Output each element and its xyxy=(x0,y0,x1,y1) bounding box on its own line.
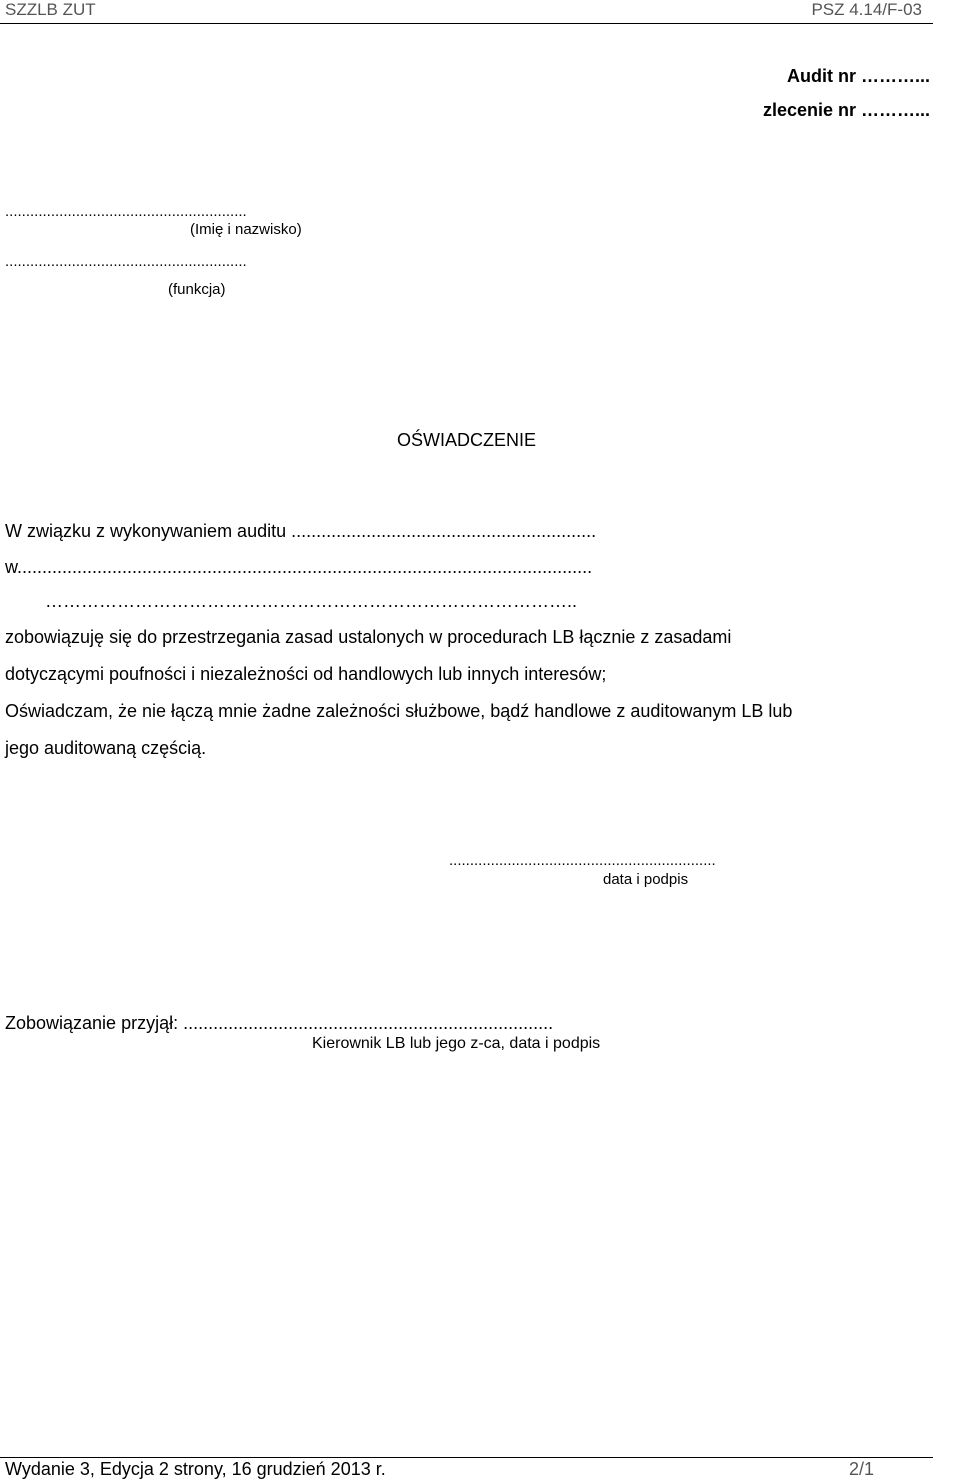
declaration-line-place: w................................................................................................................... xyxy=(5,557,593,577)
function-field-label: (funkcja) xyxy=(168,281,226,298)
signature-field-label: data i podpis xyxy=(603,871,689,888)
declaration-line-statement: Oświadczam, że nie łączą mnie żadne zależności służbowe, bądź handlowe z auditowanym LB lub xyxy=(5,701,793,721)
audit-number: Audit nr ………... xyxy=(787,66,930,86)
function-field-line: .......................................................... xyxy=(5,253,247,270)
declaration-title: OŚWIADCZENIE xyxy=(396,430,536,450)
order-number: zlecenie nr ………... xyxy=(762,100,930,120)
header-document-code: SZZLB ZUT xyxy=(5,0,96,19)
declaration-line-blank: …………………………………………………………………………….. xyxy=(45,591,578,611)
declaration-line-statement-end: jego auditowaną częścią. xyxy=(5,738,207,758)
declaration-line-confidentiality: dotyczącymi poufności i niezależności od handlowych lub innych interesów; xyxy=(5,664,607,684)
header-form-number: PSZ 4.14/F-03 xyxy=(811,0,922,19)
footer-edition: Wydanie 3, Edycja 2 strony, 16 grudzień 2013 r. xyxy=(5,1459,386,1479)
signature-field-line: ................................................................ xyxy=(449,852,716,869)
footer-divider xyxy=(0,1457,933,1458)
name-field-label: (Imię i nazwisko) xyxy=(190,221,302,238)
acceptance-line: Zobowiązanie przyjął: .......................................................................... xyxy=(5,1013,554,1033)
name-field-line: .......................................................... xyxy=(5,203,247,220)
declaration-line-commitment: zobowiązuję się do przestrzegania zasad ustalonych w procedurach LB łącznie z zasadami xyxy=(5,627,732,647)
header-divider xyxy=(0,23,933,24)
footer-page-number: 2/1 xyxy=(849,1459,875,1479)
declaration-line-audit: W związku z wykonywaniem auditu ............................................................. xyxy=(5,521,597,541)
acceptance-label: Kierownik LB lub jego z-ca, data i podpis xyxy=(312,1035,601,1052)
